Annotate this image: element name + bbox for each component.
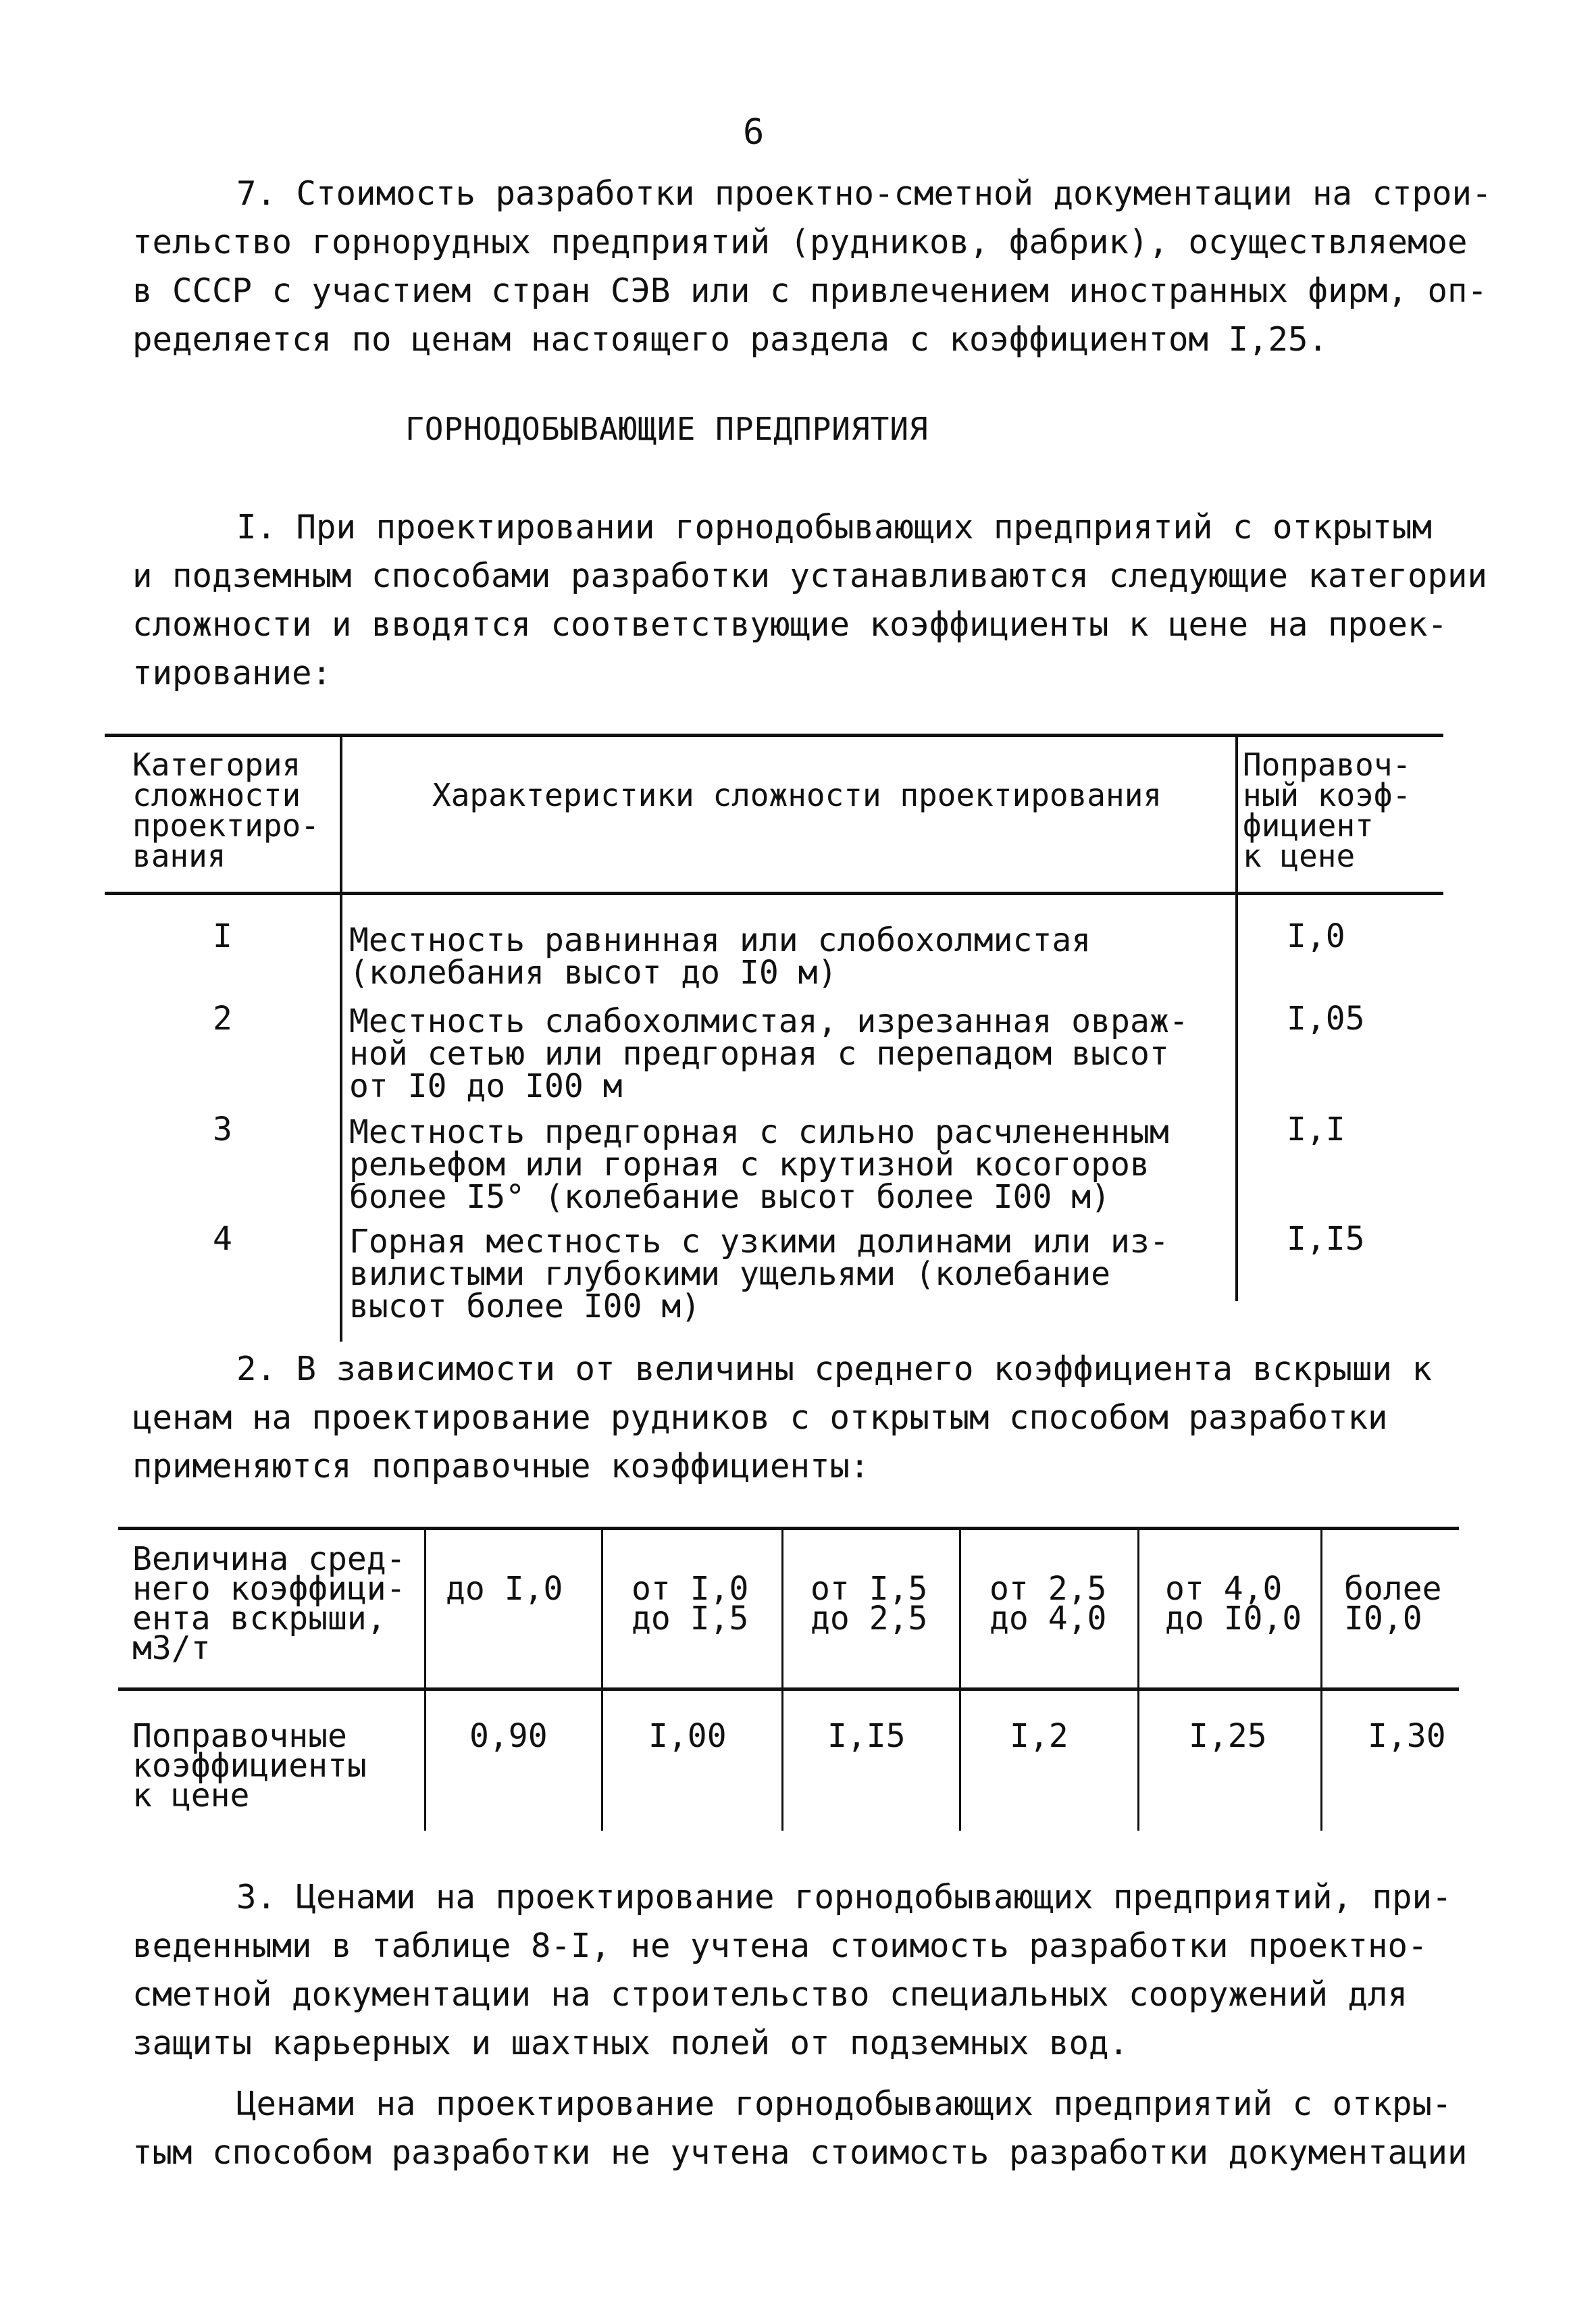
row-header-coefficients: Поправочные коэффициенты к цене xyxy=(132,1717,367,1814)
header-characteristics: Характеристики сложности проектирования xyxy=(432,777,1162,813)
header-category: Категория сложности проектиро- вания xyxy=(132,746,319,874)
table-column-divider xyxy=(340,734,342,1342)
page-number: 6 xyxy=(743,112,765,153)
paragraph-line: применяются поправочные коэффициенты: xyxy=(132,1447,870,1485)
column-range: до I,0 xyxy=(446,1570,563,1608)
paragraph-line: и подземным способами разработки устанавливаются следующие категории xyxy=(132,557,1488,595)
row-category: I xyxy=(213,917,232,955)
row-header-overburden: Величина сред- него коэффици- ента вскрыши, м3/т xyxy=(132,1540,406,1667)
paragraph-line: 2. В зависимости от величины среднего коэффициента вскрыши к xyxy=(236,1350,1433,1388)
row-characteristics: Местность слабохолмистая, изрезанная овраж- ной сетью или предгорная с перепадом высот от I0 до I00 м xyxy=(349,1002,1189,1105)
column-range: от I,5 до 2,5 xyxy=(810,1570,928,1637)
row-characteristics: Горная местность с узкими долинами или из- вилистыми глубокими ущельями (колебание высот более I00 м) xyxy=(349,1223,1169,1325)
table-column-divider xyxy=(1235,734,1238,1301)
row-coefficient: I,05 xyxy=(1287,1000,1365,1038)
column-coefficient: I,2 xyxy=(1010,1717,1069,1755)
table-column-divider xyxy=(424,1527,426,1831)
header-coefficient: Поправоч- ный коэф- фициент к цене xyxy=(1243,746,1412,874)
paragraph-line: сложности и вводятся соответствующие коэффициенты к цене на проек- xyxy=(132,605,1448,644)
section-heading: ГОРНОДОБЫВАЮЩИЕ ПРЕДПРИЯТИЯ xyxy=(405,411,929,447)
table-header-rule xyxy=(118,1687,1459,1691)
row-coefficient: I,0 xyxy=(1287,917,1345,955)
table-column-divider xyxy=(1137,1527,1139,1831)
row-coefficient: I,I xyxy=(1287,1111,1345,1148)
column-coefficient: I,25 xyxy=(1189,1717,1267,1755)
row-coefficient: I,I5 xyxy=(1287,1220,1365,1258)
column-range: от 4,0 до I0,0 xyxy=(1165,1570,1302,1637)
row-category: 2 xyxy=(213,1000,232,1038)
row-characteristics: Местность равнинная или слобохолмистая (колебания высот до I0 м) xyxy=(349,921,1091,992)
paragraph-line: тельство горнорудных предприятий (рудников, фабрик), осуществляемое xyxy=(132,223,1468,261)
table-column-divider xyxy=(601,1527,603,1831)
paragraph-line: ределяется по ценам настоящего раздела с коэффициентом I,25. xyxy=(132,320,1329,359)
paragraph-line: в СССР с участием стран СЭВ или с привлечением иностранных фирм, оп- xyxy=(132,272,1488,310)
column-range: от I,0 до I,5 xyxy=(632,1570,749,1637)
table-column-divider xyxy=(781,1527,783,1831)
paragraph-line: сметной документации на строительство специальных сооружений для xyxy=(132,1975,1408,2014)
table-column-divider xyxy=(959,1527,961,1831)
paragraph-line: ценам на проектирование рудников с открытым способом разработки xyxy=(132,1398,1388,1437)
column-coefficient: 0,90 xyxy=(469,1717,548,1755)
table-header-rule xyxy=(105,892,1443,895)
column-range: от 2,5 до 4,0 xyxy=(989,1570,1107,1637)
table-top-rule xyxy=(105,734,1443,737)
row-characteristics: Местность предгорная с сильно расчлененным рельефом или горная с крутизной косогоров более I5° (колебание высот более I00 м) xyxy=(349,1113,1169,1216)
table-column-divider xyxy=(1320,1527,1322,1831)
paragraph-line: 7. Стоимость разработки проектно-сметной документации на строи- xyxy=(236,174,1492,213)
row-category: 3 xyxy=(213,1111,232,1148)
paragraph-line: 3. Ценами на проектирование горнодобывающих предприятий, при- xyxy=(236,1878,1452,1916)
column-coefficient: I,30 xyxy=(1368,1717,1446,1755)
row-category: 4 xyxy=(213,1220,232,1258)
paragraph-line: защиты карьерных и шахтных полей от подземных вод. xyxy=(132,2024,1129,2062)
column-coefficient: I,I5 xyxy=(827,1717,906,1755)
paragraph-line: веденными в таблице 8-I, не учтена стоимость разработки проектно- xyxy=(132,1927,1428,1965)
table-top-rule xyxy=(118,1527,1459,1530)
paragraph-line: I. При проектировании горнодобывающих предприятий с открытым xyxy=(236,508,1433,547)
paragraph-line: тым способом разработки не учтена стоимость разработки документации xyxy=(132,2133,1468,2172)
paragraph-line: Ценами на проектирование горнодобывающих предприятий с откры- xyxy=(236,2085,1452,2123)
column-range: более I0,0 xyxy=(1344,1570,1442,1637)
column-coefficient: I,00 xyxy=(648,1717,727,1755)
paragraph-line: тирование: xyxy=(132,654,332,692)
